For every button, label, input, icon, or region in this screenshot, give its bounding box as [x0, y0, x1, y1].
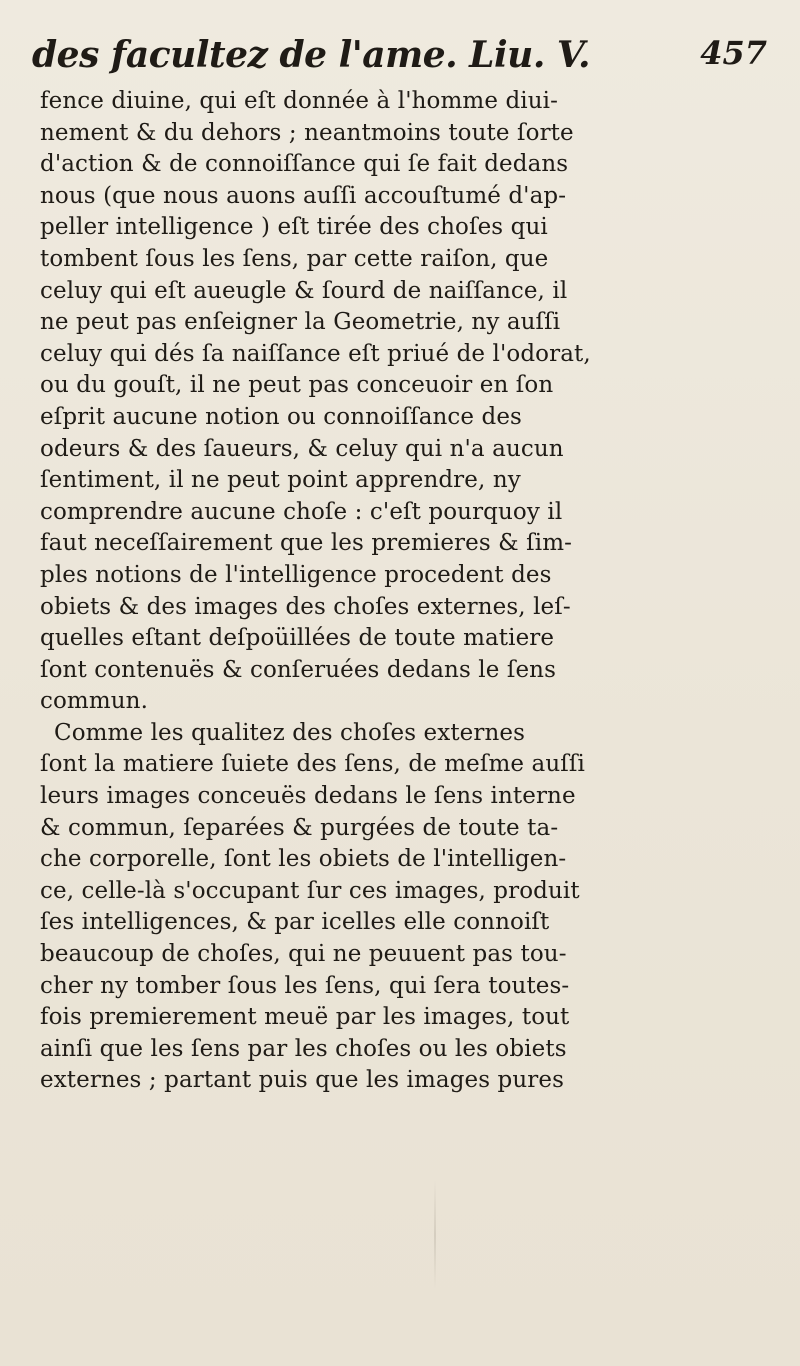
text-line: faut neceſſairement que les premieres & ſim- [40, 530, 572, 557]
text-line: comprendre aucune choſe : c'eſt pourquoy il [40, 498, 563, 525]
text-line: ou du gouſt, il ne peut pas conceuoir en ſon [40, 372, 554, 399]
paragraph-start-line: Comme les qualitez des choſes externes [54, 719, 525, 746]
text-line: ne peut pas enſeigner la Geometrie, ny auſſi [40, 309, 561, 336]
text-line: ſentiment, il ne peut point apprendre, ny [40, 467, 521, 494]
text-line: nement & du dehors ; neantmoins toute ſorte [40, 119, 574, 146]
body-text [40, 86, 765, 1097]
running-title: des facultez de l'ame. Liu. V. [32, 34, 591, 76]
text-line: odeurs & des ſaueurs, & celuy qui n'a aucun [40, 435, 564, 462]
paper-crease [434, 1180, 436, 1290]
text-line: beaucoup de choſes, qui ne peuuent pas tou- [40, 941, 567, 968]
text-line: obiets & des images des choſes externes, leſ- [40, 593, 571, 620]
text-line: ples notions de l'intelligence procedent des [40, 561, 552, 588]
text-line: peller intelligence ) eſt tirée des choſes qui [40, 214, 548, 241]
text-line: & commun, ſeparées & purgées de toute ta- [40, 814, 559, 841]
text-line: ce, celle-là s'occupant ſur ces images, produit [40, 877, 580, 904]
page-number: 457 [700, 34, 767, 72]
text-line: d'action & de connoiſſance qui ſe fait dedans [40, 151, 569, 178]
text-line: fence diuine, qui eſt donnée à l'homme diui- [40, 88, 558, 114]
text-line: ſont contenuës & conſeruées dedans le ſens [40, 656, 556, 683]
text-line: ſont la matiere ſuiete des ſens, de meſme auſſi [40, 751, 585, 778]
text-line: eſprit aucune notion ou connoiſſance des [40, 403, 522, 430]
text-line: ſes intelligences, & par icelles elle connoiſt [40, 909, 550, 936]
text-line: commun. [40, 688, 148, 715]
text-line: celuy qui dés ſa naiſſance eſt priué de l'odorat, [40, 340, 591, 367]
text-line: fois premierement meuë par les images, tout [40, 1004, 570, 1031]
running-head [32, 28, 767, 84]
text-line: che corporelle, ſont les obiets de l'intelligen- [40, 846, 567, 873]
text-line: leurs images conceuës dedans le ſens interne [40, 783, 576, 810]
text-line: cher ny tomber ſous les ſens, qui ſera toutes- [40, 972, 570, 999]
text-line: tombent ſous les ſens, par cette raiſon, que [40, 245, 549, 272]
text-line: quelles eſtant deſpoüillées de toute matiere [40, 625, 555, 652]
text-line: ainſi que les ſens par les choſes ou les obiets [40, 1035, 567, 1062]
text-line: celuy qui eſt aueugle & ſourd de naiſſance, il [40, 277, 568, 304]
text-line: externes ; partant puis que les images pures [40, 1067, 564, 1094]
text-line: nous (que nous auons auſſi accouſtumé d'ap- [40, 182, 567, 209]
